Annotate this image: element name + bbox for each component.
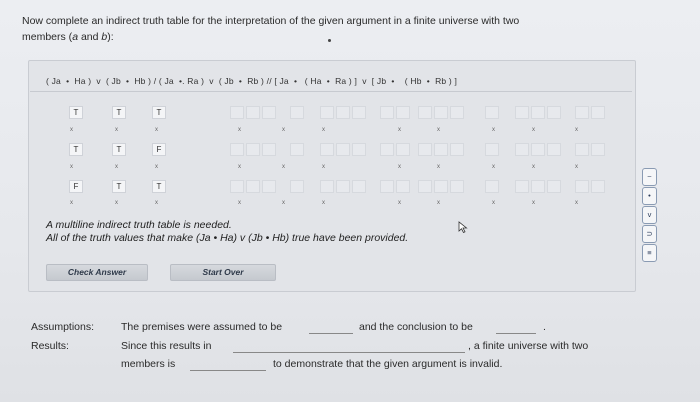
empty-answer-cell[interactable]	[230, 106, 244, 119]
empty-answer-cell[interactable]	[591, 180, 605, 193]
empty-answer-cell[interactable]	[418, 143, 432, 156]
cell-marker: x	[322, 164, 325, 170]
cell-marker: x	[115, 127, 118, 133]
empty-answer-cell[interactable]	[352, 143, 366, 156]
empty-answer-cell[interactable]	[320, 106, 334, 119]
assumptions-text-1: The premises were assumed to be	[121, 321, 283, 333]
empty-answer-cell[interactable]	[320, 143, 334, 156]
cell-marker: x	[70, 127, 73, 133]
empty-answer-cell[interactable]	[450, 143, 464, 156]
check-answer-button[interactable]: Check Answer	[46, 264, 148, 281]
empty-answer-cell[interactable]	[396, 180, 410, 193]
empty-answer-cell[interactable]	[434, 180, 448, 193]
empty-answer-cell[interactable]	[352, 106, 366, 119]
empty-answer-cell[interactable]	[591, 106, 605, 119]
assumptions-text-2: and the conclusion to be	[359, 321, 473, 333]
cell-marker: x	[322, 200, 325, 206]
empty-answer-cell[interactable]	[531, 143, 545, 156]
empty-answer-cell[interactable]	[262, 143, 276, 156]
empty-answer-cell[interactable]	[434, 106, 448, 119]
status-line-1: A multiline indirect truth table is needed.	[46, 219, 232, 231]
results-text-2: , a finite universe with two	[468, 340, 589, 352]
empty-answer-cell[interactable]	[336, 106, 350, 119]
empty-answer-cell[interactable]	[380, 143, 394, 156]
empty-answer-cell[interactable]	[262, 106, 276, 119]
cell-marker: x	[437, 200, 440, 206]
cell-marker: x	[492, 200, 495, 206]
cell-r1-v[interactable]: T	[152, 106, 166, 119]
empty-answer-cell[interactable]	[575, 143, 589, 156]
empty-answer-cell[interactable]	[547, 106, 561, 119]
cell-marker: x	[575, 127, 578, 133]
empty-answer-cell[interactable]	[485, 143, 499, 156]
empty-answer-cell[interactable]	[531, 106, 545, 119]
empty-answer-cell[interactable]	[418, 106, 432, 119]
cell-marker: x	[238, 164, 241, 170]
empty-answer-cell[interactable]	[230, 180, 244, 193]
empty-answer-cell[interactable]	[290, 180, 304, 193]
cell-marker: x	[70, 164, 73, 170]
cell-marker: x	[282, 200, 285, 206]
cell-marker: x	[238, 200, 241, 206]
prompt-members-text: members (	[22, 31, 73, 43]
member-a: a	[72, 31, 79, 43]
empty-answer-cell[interactable]	[320, 180, 334, 193]
empty-answer-cell[interactable]	[246, 106, 260, 119]
prompt-and-text: and	[78, 31, 102, 43]
cell-marker: x	[437, 127, 440, 133]
prompt-close-text: ):	[107, 31, 114, 43]
cell-marker: x	[155, 164, 158, 170]
cell-r3-ha[interactable]: T	[112, 180, 126, 193]
cell-r1-ha[interactable]: T	[112, 106, 126, 119]
premises-answer-blank[interactable]	[309, 333, 353, 334]
empty-answer-cell[interactable]	[485, 106, 499, 119]
dot-operator-tab[interactable]: •	[642, 187, 657, 205]
cell-marker: x	[155, 127, 158, 133]
cell-marker: x	[437, 164, 440, 170]
empty-answer-cell[interactable]	[575, 106, 589, 119]
cell-marker: x	[575, 164, 578, 170]
start-over-button[interactable]: Start Over	[170, 264, 276, 281]
empty-answer-cell[interactable]	[575, 180, 589, 193]
wedge-operator-tab[interactable]: v	[642, 206, 657, 224]
triple-bar-operator-tab[interactable]: ≡	[642, 244, 657, 262]
cell-marker: x	[532, 127, 535, 133]
empty-answer-cell[interactable]	[336, 143, 350, 156]
tilde-operator-tab[interactable]: ~	[642, 168, 657, 186]
cell-marker: x	[532, 200, 535, 206]
empty-answer-cell[interactable]	[515, 180, 529, 193]
cell-marker: x	[398, 127, 401, 133]
results-text-1: Since this results in	[121, 340, 212, 352]
cell-marker: x	[492, 164, 495, 170]
question-prompt	[22, 13, 632, 45]
status-message	[46, 219, 408, 245]
results-answer-blank-1[interactable]	[233, 352, 465, 353]
empty-answer-cell[interactable]	[450, 180, 464, 193]
cell-marker: x	[322, 127, 325, 133]
empty-answer-cell[interactable]	[450, 106, 464, 119]
empty-answer-cell[interactable]	[380, 106, 394, 119]
cell-marker: x	[115, 200, 118, 206]
cell-r2-ja[interactable]: T	[69, 143, 83, 156]
cell-r2-v[interactable]: F	[152, 143, 166, 156]
formula-header	[30, 73, 632, 92]
empty-answer-cell[interactable]	[262, 180, 276, 193]
cell-marker: x	[398, 200, 401, 206]
empty-answer-cell[interactable]	[380, 180, 394, 193]
cell-marker: x	[70, 200, 73, 206]
horseshoe-operator-tab[interactable]: ⊃	[642, 225, 657, 243]
cell-marker: x	[575, 200, 578, 206]
cell-marker: x	[238, 127, 241, 133]
empty-answer-cell[interactable]	[336, 180, 350, 193]
cell-r3-ja[interactable]: F	[69, 180, 83, 193]
conclusion-answer-blank[interactable]	[496, 333, 536, 334]
empty-answer-cell[interactable]	[547, 143, 561, 156]
empty-answer-cell[interactable]	[396, 106, 410, 119]
cell-marker: x	[155, 200, 158, 206]
status-line-2: All of the truth values that make (Ja • Ha) v (Jb • Hb) true have been provided.	[46, 232, 409, 244]
empty-answer-cell[interactable]	[290, 143, 304, 156]
mouse-pointer-icon	[458, 221, 468, 233]
prompt-line-2	[22, 29, 632, 45]
results-answer-blank-2[interactable]	[190, 370, 266, 371]
empty-answer-cell[interactable]	[591, 143, 605, 156]
assumptions-period: .	[543, 321, 546, 333]
empty-answer-cell[interactable]	[485, 180, 499, 193]
cell-marker: x	[492, 127, 495, 133]
argument-formula: ( Ja • Ha ) v ( Jb • Hb ) / ( Ja •. Ra ) v ( Jb • Rb ) // [ Ja • ( Ha • Ra ) ] v [ Jb • ( Hb • Rb ) ]	[46, 76, 458, 86]
truth-table-panel	[28, 60, 636, 292]
cell-marker: x	[398, 164, 401, 170]
cell-r2-ha[interactable]: T	[112, 143, 126, 156]
empty-answer-cell[interactable]	[352, 180, 366, 193]
empty-answer-cell[interactable]	[290, 106, 304, 119]
empty-answer-cell[interactable]	[531, 180, 545, 193]
cell-marker: x	[282, 127, 285, 133]
results-text-3: members is	[121, 358, 176, 370]
cell-marker: x	[282, 164, 285, 170]
empty-answer-cell[interactable]	[246, 143, 260, 156]
assumptions-label: Assumptions:	[31, 321, 95, 333]
empty-answer-cell[interactable]	[547, 180, 561, 193]
results-label: Results:	[31, 340, 69, 352]
empty-answer-cell[interactable]	[515, 143, 529, 156]
cell-marker: x	[532, 164, 535, 170]
empty-answer-cell[interactable]	[434, 143, 448, 156]
member-b: b	[101, 31, 108, 43]
cell-r3-v[interactable]: T	[152, 180, 166, 193]
empty-answer-cell[interactable]	[396, 143, 410, 156]
stray-mark	[328, 39, 331, 42]
cell-r1-ja[interactable]: T	[69, 106, 83, 119]
empty-answer-cell[interactable]	[246, 180, 260, 193]
empty-answer-cell[interactable]	[418, 180, 432, 193]
prompt-line-1: Now complete an indirect truth table for the interpretation of the given argument in a finite universe with two	[22, 15, 520, 27]
empty-answer-cell[interactable]	[230, 143, 244, 156]
cell-marker: x	[115, 164, 118, 170]
empty-answer-cell[interactable]	[515, 106, 529, 119]
results-text-4: to demonstrate that the given argument is invalid.	[273, 358, 503, 370]
